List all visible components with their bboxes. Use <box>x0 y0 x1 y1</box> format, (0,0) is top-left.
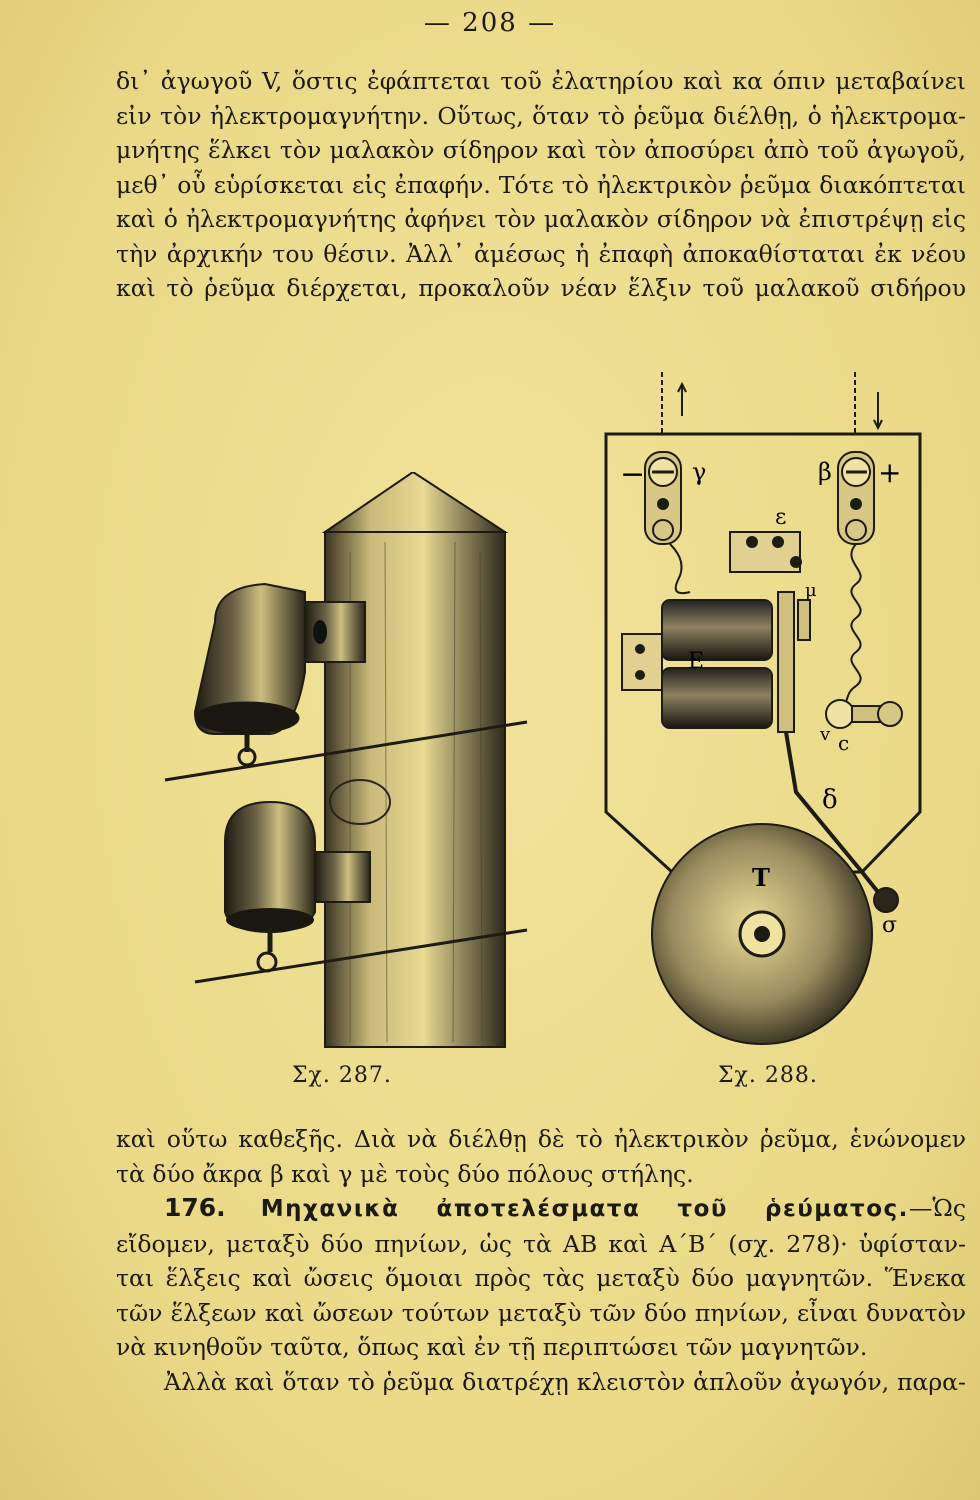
figure-288-electric-bell <box>600 372 930 1052</box>
label-E: E <box>688 649 705 674</box>
label-minus: − <box>620 457 646 492</box>
section-number: 176. <box>164 1193 226 1222</box>
electric-bell-illustration <box>600 372 930 1052</box>
top-paragraph <box>116 64 966 306</box>
text-line: καὶ οὕτω καθεξῆς. Διὰ νὰ διέλθῃ δὲ τὸ ἠλεκτρικὸν ῥεῦμα, ἑνώνομεν <box>116 1125 966 1153</box>
text-line: τῶν ἕλξεων καὶ ὤσεων τούτων μεταξὺ τῶν δύο πηνίων, εἶναι δυνατὸν <box>116 1298 966 1327</box>
text-line: μεθ᾽ οὗ εὑρίσκεται εἰς ἐπαφήν. Τότε τὸ ἠλεκτρικὸν ῥεῦμα διακόπτεται <box>116 170 966 199</box>
text-line: ται ἕλξεις καὶ ὤσεις ὅμοιαι πρὸς τὰς μεταξὺ δύο μαγνητῶν. Ἕνεκα <box>116 1264 966 1292</box>
label-T: T <box>752 863 770 892</box>
text-line: καὶ ὁ ἠλεκτρομαγνήτης ἀφήνει τὸν μαλακὸν σίδηρον νὰ ἐπιστρέψῃ εἰς <box>116 205 966 233</box>
label-beta: β <box>818 458 832 486</box>
text-line: δι᾽ ἀγωγοῦ V, ὅστις ἐφάπτεται τοῦ ἐλατηρίου καὶ κα όπιν μεταβαίνει <box>116 67 966 95</box>
figure-287-pole-insulators <box>155 472 545 1052</box>
label-plus: + <box>878 456 902 489</box>
text-line: Ἀλλὰ καὶ ὅταν τὸ ῥεῦμα διατρέχῃ κλειστὸν ἁπλοῦν ἀγωγόν, παρα- <box>164 1367 966 1396</box>
label-sigma: σ <box>882 913 898 938</box>
label-epsilon-small: ε <box>775 505 787 530</box>
text-line: εἴδομεν, μεταξὺ δύο πηνίων, ὡς τὰ AB καὶ A΄B΄ (σχ. 278)· ὑφίσταν- <box>116 1229 966 1258</box>
label-v: v <box>820 724 831 745</box>
label-c: c <box>838 731 850 755</box>
label-gamma: γ <box>692 458 707 486</box>
text-line: νὰ κινηθοῦν ταῦτα, ὅπως καὶ ἐν τῇ περιπτώσει τῶν μαγνητῶν. <box>116 1333 868 1361</box>
page-number: — 208 — <box>423 8 557 38</box>
text-line: καὶ τὸ ῥεῦμα διέρχεται, προκαλοῦν νέαν ἕλξιν τοῦ μαλακοῦ σιδήρου <box>116 274 966 302</box>
text-line: τὴν ἀρχικήν του θέσιν. Ἀλλ᾽ ἀμέσως ἡ ἐπαφὴ ἀποκαθίσταται ἐκ νέου <box>116 239 966 268</box>
text-line: εἰν τὸν ἠλεκτρομαγνήτην. Οὕτως, ὅταν τὸ ῥεῦμα διέλθῃ, ὁ ἠλεκτρομα- <box>116 101 966 130</box>
text-line: τὰ δύο ἄκρα β καὶ γ μὲ τοὺς δύο πόλους στήλης. <box>116 1159 694 1188</box>
figure-287-caption: Σχ. 287. <box>292 1063 392 1088</box>
label-mu: μ <box>805 580 817 601</box>
pole-top <box>325 472 505 532</box>
figure-288-caption: Σχ. 288. <box>718 1063 818 1088</box>
section-heading-continuation: —Ὡς <box>908 1194 966 1222</box>
label-delta: δ <box>822 785 838 815</box>
section-title: Μηχανικὰ ἀποτελέσματα τοῦ ῥεύματος. <box>260 1196 909 1222</box>
text-line: μνήτης ἕλκει τὸν μαλακὸν σίδηρον καὶ τὸν ἀποσύρει ἀπὸ τοῦ ἀγωγοῦ, <box>116 136 966 164</box>
section-heading <box>116 1191 966 1227</box>
bottom-text <box>116 1122 966 1399</box>
pole-insulators-illustration <box>155 472 545 1052</box>
